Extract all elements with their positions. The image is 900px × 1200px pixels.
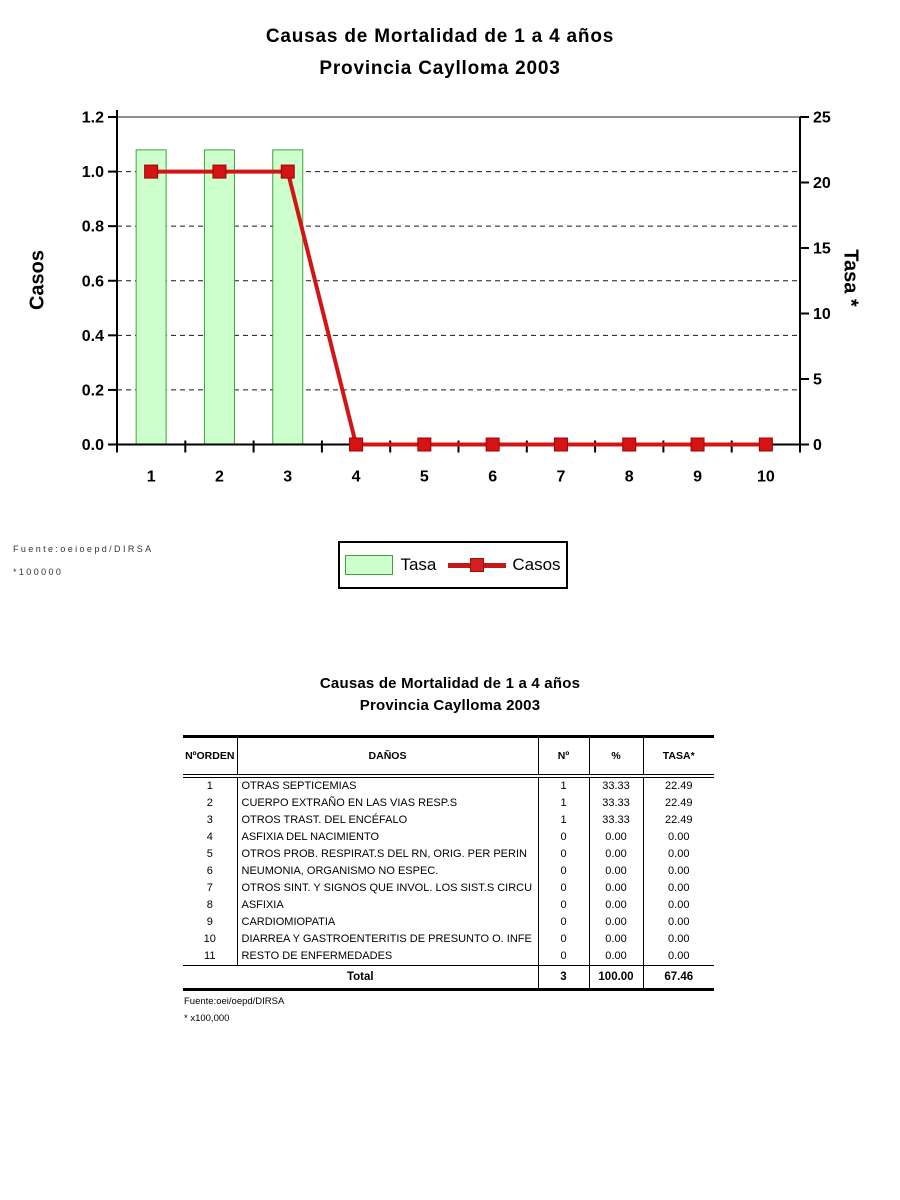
casos-marker (281, 165, 294, 178)
cell-tasa: 0.00 (668, 916, 690, 928)
table-row (183, 795, 714, 812)
tasa-bar (136, 150, 166, 445)
mortality-combo-chart (0, 0, 900, 535)
casos-marker-swatch (470, 558, 484, 572)
cell-orden: 5 (183, 846, 237, 863)
header-pct: % (589, 737, 643, 777)
total-tasa: 67.46 (643, 966, 714, 990)
left-axis-title: Casos (26, 249, 49, 311)
cell-danos: CARDIOMIOPATIA (237, 914, 538, 931)
total-pct: 100.00 (589, 966, 643, 990)
cell-orden: 3 (183, 812, 237, 829)
chart-source-line2: *100000 (13, 567, 64, 577)
cell-n: 0 (538, 863, 589, 880)
cell-danos: DIARREA Y GASTROENTERITIS DE PRESUNTO O. INFE (237, 931, 538, 948)
legend-label-casos: Casos (512, 555, 561, 574)
x-tick-label: 6 (488, 468, 498, 486)
casos-marker (418, 438, 431, 451)
cell-pct: 33.33 (589, 776, 643, 795)
header-n: Nº (538, 737, 589, 777)
casos-marker (145, 165, 158, 178)
cell-orden: 7 (183, 880, 237, 897)
right-tick-label: 0 (813, 437, 822, 454)
casos-marker (213, 165, 226, 178)
left-tick-label: 0.6 (81, 273, 104, 291)
cell-tasa: 0.00 (668, 899, 690, 911)
left-tick-label: 1.0 (81, 164, 104, 182)
casos-marker (350, 438, 363, 451)
table-title-line2: Provincia Caylloma 2003 (359, 697, 541, 714)
x-tick-label: 2 (214, 468, 224, 486)
cell-danos: OTROS PROB. RESPIRAT.S DEL RN, ORIG. PER PERIN (237, 846, 538, 863)
left-tick-label: 0.0 (81, 437, 104, 454)
cell-tasa: 0.00 (668, 950, 690, 962)
cell-danos: NEUMONIA, ORGANISMO NO ESPEC. (237, 863, 538, 880)
left-tick-label: 0.2 (81, 382, 104, 400)
cell-n: 0 (538, 948, 589, 966)
casos-marker (554, 438, 567, 451)
table-row (183, 897, 714, 914)
casos-marker (486, 438, 499, 451)
chart-legend (338, 541, 568, 589)
cell-danos: OTROS SINT. Y SIGNOS QUE INVOL. LOS SIST.S CIRCU (237, 880, 538, 897)
header-orden: NºORDEN (183, 737, 237, 777)
right-axis-title: Tasa * (839, 249, 862, 307)
table-row (183, 931, 714, 948)
legend-label-tasa: Tasa (400, 555, 437, 574)
table-row (183, 914, 714, 931)
x-tick-label: 1 (146, 468, 156, 486)
cell-n: 0 (538, 829, 589, 846)
cell-pct: 0.00 (589, 948, 643, 966)
table-row (183, 812, 714, 829)
cell-orden: 11 (183, 948, 237, 966)
x-tick-label: 7 (556, 468, 566, 486)
x-tick-label: 8 (624, 468, 634, 486)
cell-tasa: 0.00 (668, 933, 690, 945)
x-tick-label: 3 (283, 468, 293, 486)
cell-pct: 0.00 (589, 829, 643, 846)
table-total-row (183, 966, 714, 990)
cell-n: 0 (538, 880, 589, 897)
table-row (183, 776, 714, 795)
right-tick-label: 25 (813, 109, 831, 127)
cell-n: 0 (538, 846, 589, 863)
table-row (183, 863, 714, 880)
mortality-table (183, 735, 714, 991)
cell-orden: 1 (183, 776, 237, 795)
cell-tasa: 0.00 (668, 865, 690, 877)
cell-pct: 0.00 (589, 863, 643, 880)
table-footnote: * x100,000 (184, 1013, 230, 1024)
casos-marker (691, 438, 704, 451)
tasa-bar-swatch (345, 555, 393, 575)
cell-danos: ASFIXIA DEL NACIMIENTO (237, 829, 538, 846)
casos-line-swatch (448, 563, 506, 568)
cell-orden: 9 (183, 914, 237, 931)
x-tick-label: 9 (693, 468, 703, 486)
table-header-row (183, 737, 714, 777)
right-tick-label: 15 (813, 240, 831, 258)
right-tick-label: 20 (813, 175, 831, 192)
cell-n: 0 (538, 931, 589, 948)
table-source: Fuente:oei/oepd/DIRSA (184, 996, 285, 1007)
x-tick-label: 10 (756, 468, 775, 486)
table-row (183, 880, 714, 897)
cell-danos: CUERPO EXTRAÑO EN LAS VIAS RESP.S (237, 795, 538, 812)
cell-n: 0 (538, 914, 589, 931)
cell-danos: RESTO DE ENFERMEDADES (237, 948, 538, 966)
cell-n: 1 (538, 795, 589, 812)
total-label: Total (183, 966, 538, 990)
cell-pct: 0.00 (589, 914, 643, 931)
casos-marker (623, 438, 636, 451)
header-tasa: TASA* (643, 737, 714, 777)
left-tick-label: 0.4 (81, 327, 104, 345)
cell-orden: 6 (183, 863, 237, 880)
chart-title-line1: Causas de Mortalidad de 1 a 4 años (265, 26, 615, 47)
tasa-bar (204, 150, 234, 445)
table-row (183, 846, 714, 863)
cell-danos: OTROS TRAST. DEL ENCÉFALO (237, 812, 538, 829)
chart-title-line2: Provincia Caylloma 2003 (319, 58, 561, 79)
cell-tasa: 22.49 (664, 797, 693, 809)
casos-marker (759, 438, 772, 451)
cell-orden: 4 (183, 829, 237, 846)
table-row (183, 948, 714, 966)
cell-tasa: 22.49 (664, 814, 693, 826)
cell-orden: 8 (183, 897, 237, 914)
cell-tasa: 0.00 (668, 882, 690, 894)
tasa-bar (273, 150, 303, 445)
right-tick-label: 5 (813, 371, 822, 389)
cell-danos: ASFIXIA (237, 897, 538, 914)
cell-n: 1 (538, 776, 589, 795)
table-title-line1: Causas de Mortalidad de 1 a 4 años (319, 675, 581, 692)
chart-source-line1: Fuente:oeioepd/DIRSA (13, 544, 154, 554)
cell-pct: 0.00 (589, 897, 643, 914)
total-n: 3 (538, 966, 589, 990)
cell-pct: 0.00 (589, 880, 643, 897)
cell-tasa: 0.00 (668, 831, 690, 843)
left-tick-label: 0.8 (81, 218, 104, 236)
x-tick-label: 4 (351, 468, 361, 486)
table-row (183, 829, 714, 846)
cell-pct: 33.33 (589, 795, 643, 812)
cell-n: 0 (538, 897, 589, 914)
cell-pct: 33.33 (589, 812, 643, 829)
cell-orden: 10 (183, 931, 237, 948)
cell-n: 1 (538, 812, 589, 829)
cell-orden: 2 (183, 795, 237, 812)
right-tick-label: 10 (813, 306, 831, 323)
cell-pct: 0.00 (589, 931, 643, 948)
left-tick-label: 1.2 (81, 109, 104, 127)
cell-pct: 0.00 (589, 846, 643, 863)
cell-tasa: 0.00 (668, 848, 690, 860)
cell-tasa: 22.49 (664, 780, 693, 792)
x-tick-label: 5 (419, 468, 429, 486)
casos-line (151, 172, 766, 445)
cell-danos: OTRAS SEPTICEMIAS (237, 776, 538, 795)
header-danos: DAÑOS (237, 737, 538, 777)
